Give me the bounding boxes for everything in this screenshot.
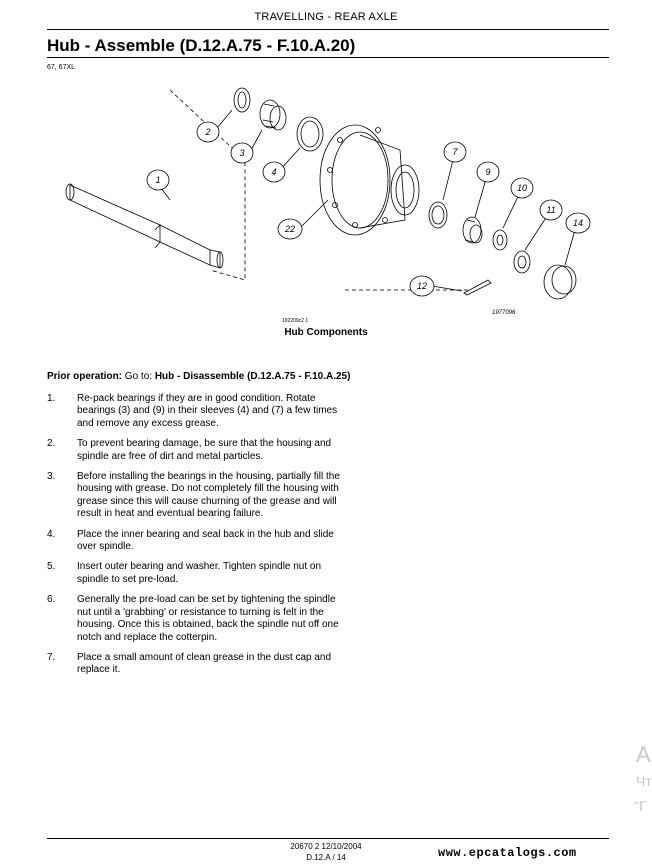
step-number: 3. bbox=[47, 471, 56, 483]
step-text: Generally the pre-load can be set by tightening the spindle nut until a 'grabbing' or resistance to turning is felt in the housing. Once this is obtained, back the spindle nut off one notch and replace the cotterpin. bbox=[77, 594, 339, 643]
step-2 bbox=[47, 438, 347, 463]
figure-number: 192209c2 1 bbox=[282, 318, 309, 324]
callout-11-label: 11 bbox=[546, 205, 556, 215]
edge-ghost-text: "Г bbox=[634, 798, 647, 814]
callout-12-label: 12 bbox=[416, 281, 428, 291]
header-rule bbox=[47, 29, 609, 30]
callout-14-label: 14 bbox=[572, 218, 584, 228]
callout-2-label: 2 bbox=[205, 127, 211, 137]
section-header: TRAVELLING - REAR AXLE bbox=[254, 11, 398, 23]
callout-7-label: 7 bbox=[452, 147, 458, 157]
footer-rule bbox=[47, 838, 609, 839]
callout-3-label: 3 bbox=[239, 148, 245, 158]
callout-10-label: 10 bbox=[516, 183, 528, 193]
step-number: 5. bbox=[47, 561, 56, 573]
step-text: Re-pack bearings if they are in good condition. Rotate bearings (3) and (9) in their sleeves (4) and (7) a few times and remove any excess grease. bbox=[77, 393, 338, 429]
step-1 bbox=[47, 393, 347, 430]
step-5 bbox=[47, 561, 347, 586]
step-number: 6. bbox=[47, 594, 56, 606]
step-text: Before installing the bearings in the housing, partially fill the housing with grease. Do not completely fill the housing with grease since this will cause churning of the grease and will result in heat and eventual bearing failure. bbox=[77, 471, 340, 520]
step-6 bbox=[47, 594, 347, 644]
edge-ghost-text: Чт bbox=[636, 773, 652, 789]
step-number: 1. bbox=[47, 393, 56, 404]
hub-components-diagram bbox=[60, 80, 600, 330]
callout-4-label: 4 bbox=[271, 167, 277, 177]
step-3 bbox=[47, 471, 347, 521]
step-text: Place the inner bearing and seal back in the hub and slide over spindle. bbox=[77, 528, 334, 553]
footer-page-ref: D.12.A / 14 bbox=[306, 853, 346, 862]
callout-1-label: 1 bbox=[155, 175, 161, 185]
prior-operation-label: Prior operation: bbox=[47, 371, 123, 382]
models-label: 67, 67XL bbox=[47, 64, 76, 71]
prior-operation-link[interactable]: Hub - Disassemble (D.12.A.75 - F.10.A.25) bbox=[154, 371, 351, 382]
footer-doc-id: 20670 2 12/10/2004 bbox=[290, 842, 362, 851]
callout-22-label: 22 bbox=[284, 224, 296, 234]
step-text: Insert outer bearing and washer. Tighten spindle nut on spindle to set pre-load. bbox=[77, 561, 322, 585]
step-4 bbox=[47, 529, 347, 554]
step-number: 2. bbox=[47, 438, 56, 450]
step-text: Place a small amount of clean grease in the dust cap and replace it. bbox=[77, 651, 332, 676]
title-rule bbox=[47, 57, 609, 58]
prior-operation-goto: Go to: bbox=[124, 371, 153, 382]
step-7 bbox=[47, 652, 347, 677]
edge-ghost-text: A bbox=[636, 742, 651, 767]
step-number: 4. bbox=[47, 528, 56, 540]
figure-caption: Hub Components bbox=[284, 327, 368, 338]
drawing-ref: 1977096 bbox=[492, 310, 516, 316]
step-text: To prevent bearing damage, be sure that the housing and spindle are free of dirt and metal particles. bbox=[77, 438, 332, 462]
watermark-url: www.epcatalogs.com bbox=[438, 846, 577, 860]
procedure-steps bbox=[47, 393, 347, 685]
callout-9-label: 9 bbox=[485, 167, 491, 177]
step-number: 7. bbox=[47, 651, 56, 663]
page-title: Hub - Assemble (D.12.A.75 - F.10.A.20) bbox=[47, 36, 356, 55]
prior-operation bbox=[47, 371, 350, 382]
